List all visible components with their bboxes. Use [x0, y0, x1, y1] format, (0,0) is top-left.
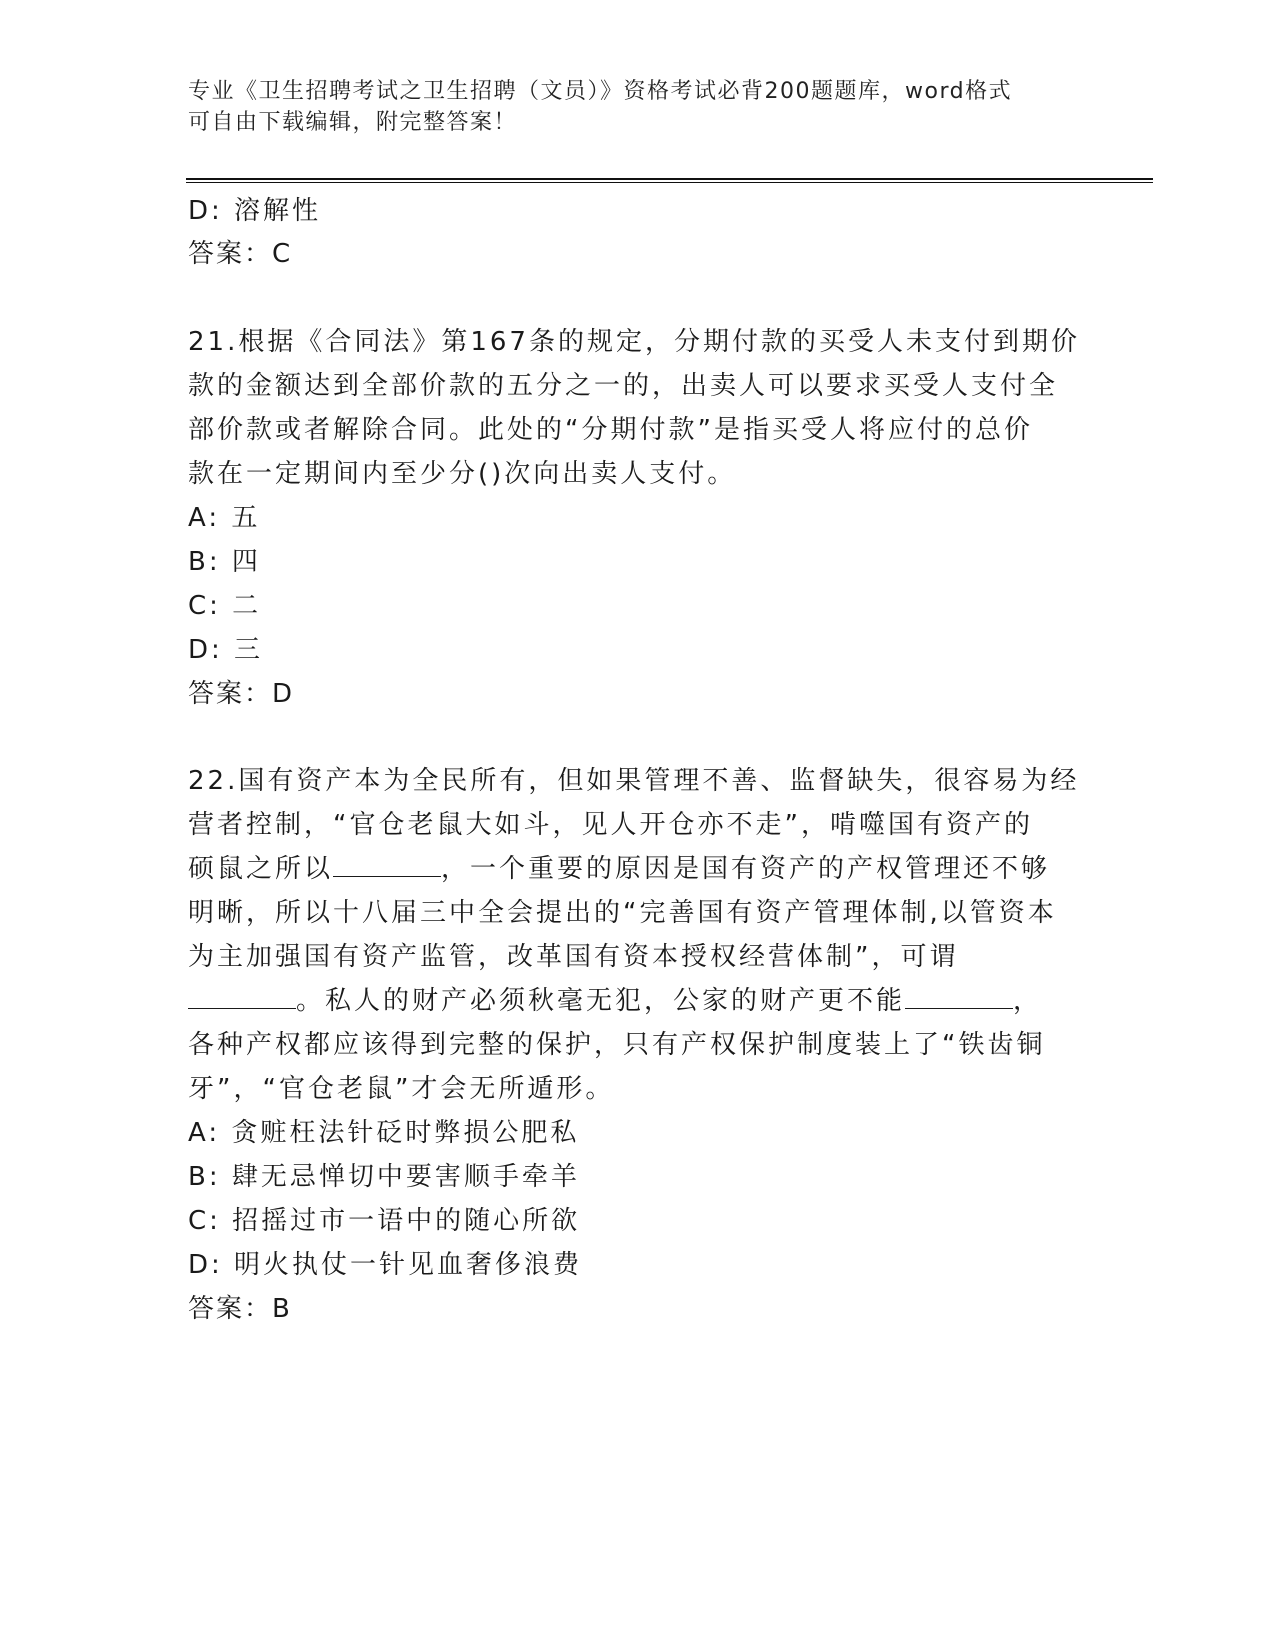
q21-line-3: 部价款或者解除合同。此处的“分期付款”是指买受人将应付的总价 [188, 415, 1033, 445]
q21-line-1: 21.根据《合同法》第167条的规定，分期付款的买受人未支付到期价 [188, 327, 1080, 357]
q22-line-8: 牙”，“官仓老鼠”才会无所遁形。 [188, 1074, 615, 1104]
q21-answer: 答案：D [188, 679, 295, 709]
q22-line-4: 明晰，所以十八届三中全会提出的“完善国有资产管理体制,以管资本 [188, 898, 1057, 928]
document-header [188, 76, 1068, 138]
q22-line-1: 22.国有资产本为全民所有，但如果管理不善、监督缺失，很容易为经 [188, 766, 1080, 796]
q22-line-6 [188, 980, 1042, 1017]
q22-answer: 答案：B [188, 1294, 292, 1324]
q22-line-3-pre: 硕鼠之所以 [188, 854, 334, 884]
q21-line-4: 款在一定期间内至少分()次向出卖人支付。 [188, 459, 737, 489]
q22-option-b: B: 肆无忌惮切中要害顺手牵羊 [188, 1162, 580, 1192]
q22-line-6-mid: 。私人的财产必须秋毫无犯，公家的财产更不能 [296, 986, 906, 1016]
header-divider [186, 178, 1153, 180]
prev-option-d: D: 溶解性 [188, 196, 322, 226]
q22-option-d: D: 明火执仗一针见血奢侈浪费 [188, 1250, 583, 1280]
q21-line-2: 款的金额达到全部价款的五分之一的，出卖人可以要求买受人支付全 [188, 371, 1059, 401]
q21-option-a: A: 五 [188, 503, 261, 533]
q22-line-3-post: ，一个重要的原因是国有资产的产权管理还不够 [441, 854, 1051, 884]
q22-line-3 [188, 848, 1050, 885]
q22-line-2: 营者控制，“官仓老鼠大如斗，见人开仓亦不走”，啃噬国有资产的 [188, 810, 1033, 840]
prev-answer: 答案：C [188, 239, 293, 269]
q21-option-b: B: 四 [188, 547, 261, 577]
fill-blank-3 [905, 986, 1013, 1009]
q21-option-c: C: 二 [188, 591, 262, 621]
q22-line-7: 各种产权都应该得到完整的保护，只有产权保护制度装上了“铁齿铜 [188, 1030, 1046, 1060]
header-line-2: 可自由下载编辑，附完整答案！ [188, 110, 518, 135]
q21-option-d: D: 三 [188, 635, 264, 665]
q22-option-c: C: 招摇过市一语中的随心所欲 [188, 1206, 581, 1236]
fill-blank-2 [188, 986, 296, 1009]
fill-blank-1 [333, 854, 441, 877]
q22-line-6-post: ， [1013, 986, 1043, 1016]
header-line-1: 专业《卫生招聘考试之卫生招聘（文员）》资格考试必背200题题库，word格式 [188, 79, 1013, 104]
q22-line-5: 为主加强国有资产监管，改革国有资本授权经营体制”，可谓 [188, 942, 959, 972]
header-divider-thin [186, 182, 1153, 183]
q22-option-a: A: 贪赃枉法针砭时弊损公肥私 [188, 1118, 580, 1148]
